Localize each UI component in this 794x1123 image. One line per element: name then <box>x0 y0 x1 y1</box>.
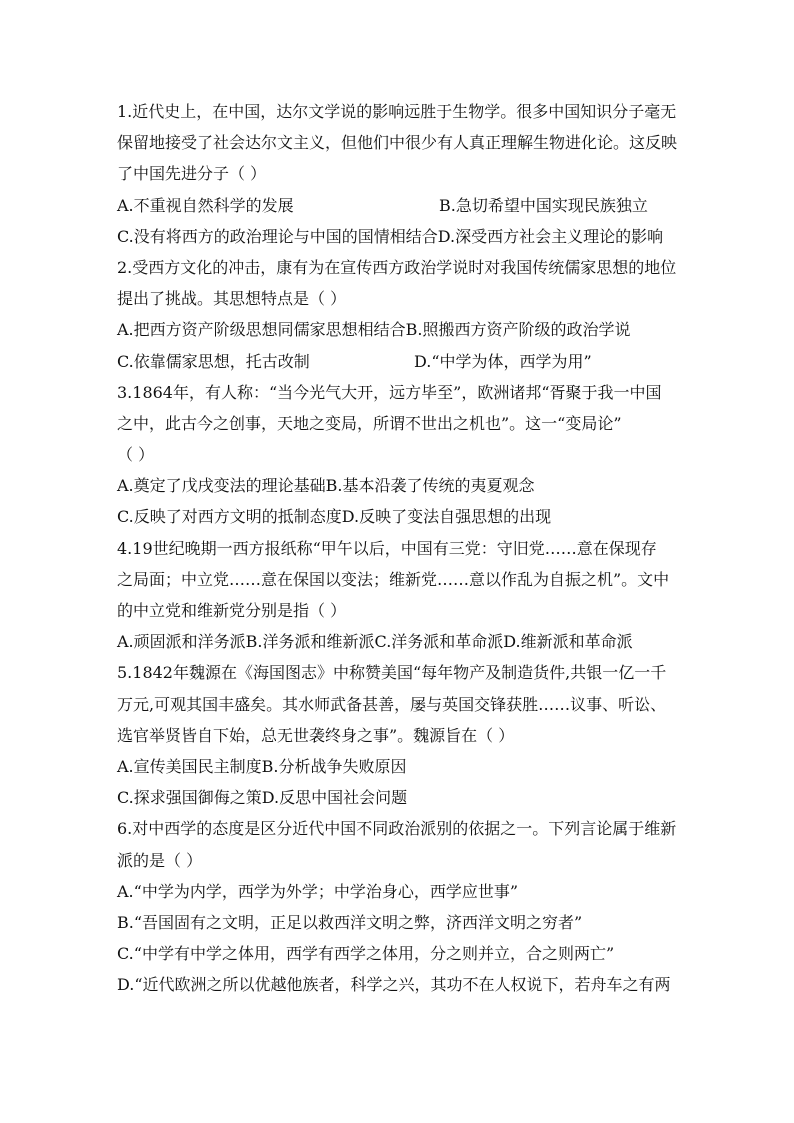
option-a[interactable]: A.顽固派和洋务派 <box>117 632 246 652</box>
options-row <box>117 501 682 532</box>
options-row <box>117 346 682 377</box>
question-stem-line: 提出了挑战。其思想特点是（ ） <box>117 289 347 309</box>
option-c[interactable]: C.依靠儒家思想，托古改制 <box>117 351 310 371</box>
option-b[interactable]: B.基本沿袭了传统的夷夏观念 <box>325 476 535 496</box>
option-b[interactable]: B.“吾国固有之文明，正足以救西洋文明之弊，济西洋文明之穷者” <box>117 912 583 932</box>
option-a[interactable]: A.把西方资产阶级思想同儒家思想相结合 <box>117 320 406 340</box>
question-stem-line: 之局面；中立党……意在保国以变法；维新党……意以作乱为自振之机”。文中 <box>117 569 670 589</box>
option-a[interactable]: A.宣传美国民主制度 <box>117 756 262 776</box>
option-c[interactable]: C.没有将西方的政治理论与中国的国情相结合 <box>117 226 438 246</box>
question-stem-line: 4.19世纪晚期一西方报纸称“甲午以后，中国有三党：守旧党……意在保现存 <box>117 538 657 558</box>
question-stem-line: 2.受西方文化的冲击，康有为在宣传西方政治学说时对我国传统儒家思想的地位 <box>117 257 677 277</box>
options-row <box>117 314 682 345</box>
option-c[interactable]: C.“中学有中学之体用，西学有西学之体用，分之则并立，合之则两亡” <box>117 944 615 964</box>
option-b[interactable]: B.分析战争失败原因 <box>261 756 407 776</box>
option-b[interactable]: B.照搬西方资产阶级的政治学说 <box>405 320 631 340</box>
option-d[interactable]: D.维新派和革命派 <box>503 632 633 652</box>
question-stem-line: （ ） <box>117 445 155 465</box>
option-d[interactable]: D.反思中国社会问题 <box>261 788 408 808</box>
option-a[interactable]: A.不重视自然科学的发展 <box>117 195 294 215</box>
option-a[interactable]: A.“中学为内学，西学为外学；中学治身心，西学应世事” <box>117 881 519 901</box>
option-d[interactable]: D.“近代欧洲之所以优越他族者，科学之兴，其功不在人权说下，若舟车之有两 <box>117 975 671 995</box>
option-c[interactable]: C.洋务派和革命派 <box>374 632 504 652</box>
question-1 <box>117 96 682 252</box>
question-stem-line: 6.对中西学的态度是区分近代中国不同政治派别的依据之一。下列言论属于维新 <box>117 819 677 839</box>
question-stem-line: 1.近代史上，在中国，达尔文学说的影响远胜于生物学。很多中国知识分子毫无 <box>117 102 677 121</box>
question-stem-line: 之中，此古今之创事，天地之变局，所谓不世出之机也”。这一“变局论” <box>117 413 622 433</box>
question-stem-line: 保留地接受了社会达尔文主义，但他们中很少有人真正理解生物进化论。这反映 <box>117 133 678 153</box>
options-row <box>117 782 682 813</box>
question-2 <box>117 252 682 377</box>
question-stem-line: 3.1864年，有人称：“当今光气大开，远方毕至”，欧洲诸邦“胥聚于我一中国 <box>117 382 662 402</box>
option-c[interactable]: C.探求强国御侮之策 <box>117 788 262 808</box>
question-3 <box>117 377 682 533</box>
options-row <box>117 190 682 221</box>
question-stem-line: 派的是（ ） <box>117 850 203 870</box>
option-c[interactable]: C.反映了对西方文明的抵制态度 <box>117 507 342 527</box>
question-stem-line: 万元,可观其国丰盛矣。其水师武备甚善，屡与英国交锋获胜……议事、听讼、 <box>117 694 667 714</box>
option-d[interactable]: D.深受西方社会主义理论的影响 <box>437 226 664 246</box>
option-b[interactable]: B.洋务派和维新派 <box>245 632 375 652</box>
question-4 <box>117 533 682 658</box>
question-stem-line: 了中国先进分子（ ） <box>117 164 267 184</box>
option-b[interactable]: B.急切希望中国实现民族独立 <box>439 195 648 215</box>
options-row <box>117 751 682 782</box>
option-a[interactable]: A.奠定了戊戌变法的理论基础 <box>117 476 326 496</box>
options-row <box>117 221 682 252</box>
question-6 <box>117 813 682 1000</box>
options-row <box>117 470 682 501</box>
option-d[interactable]: D.“中学为体，西学为用” <box>414 351 592 371</box>
question-stem-line: 5.1842年魏源在《海国图志》中称赞美国“每年物产及制造货件,共银一亿一千 <box>117 663 667 683</box>
document-body <box>117 96 682 1000</box>
question-stem-line: 选官举贤皆自下始，总无世袭终身之事”。魏源旨在（ ） <box>117 725 515 745</box>
option-d[interactable]: D.反映了变法自强思想的出现 <box>341 507 552 527</box>
question-stem-line: 的中立党和维新党分别是指（ ） <box>117 601 347 620</box>
question-5 <box>117 657 682 813</box>
options-row <box>117 626 682 657</box>
